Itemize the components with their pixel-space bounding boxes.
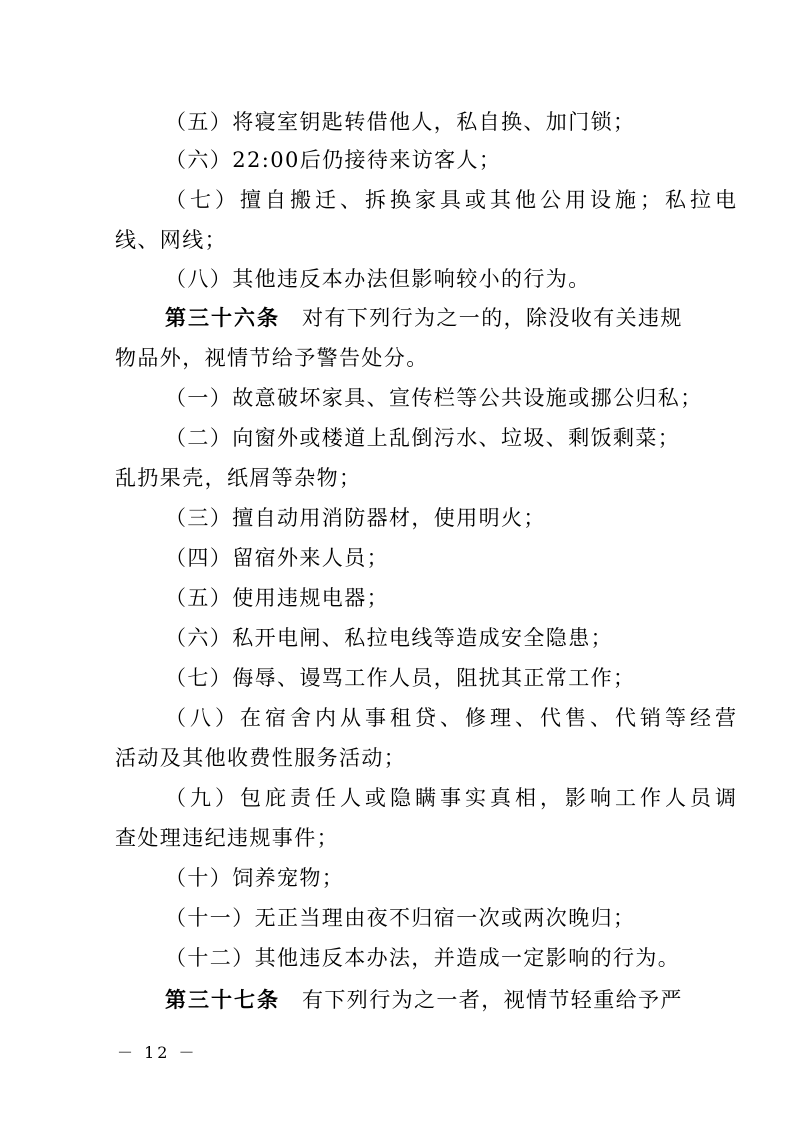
text-line: （一）故意破坏家具、宣传栏等公共设施或挪公归私； [165, 386, 703, 410]
text-line: （十二）其他违反本办法，并造成一定影响的行为。 [165, 946, 681, 970]
text-line: （三）擅自动用消防器材，使用明火； [165, 506, 546, 530]
text-line: （八）在宿舍内从事租贷、修理、代售、代销等经营 [165, 706, 740, 730]
text-line: （九）包庇责任人或隐瞒事实真相，影响工作人员调 [165, 786, 740, 810]
text-line: （二）向窗外或楼道上乱倒污水、垃圾、剩饭剩菜； [165, 426, 681, 450]
article-paragraph-36 [165, 303, 683, 333]
text-line: 乱扔果壳，纸屑等杂物； [115, 466, 362, 490]
text-line: （四）留宿外来人员； [165, 546, 389, 570]
text-line: （十一）无正当理由夜不归宿一次或两次晚归； [165, 906, 636, 930]
text-line: （七）擅自搬迁、拆换家具或其他公用设施；私拉电 [165, 188, 740, 212]
text-line: 活动及其他收费性服务活动； [115, 746, 407, 770]
article-heading-37: 第三十七条 [165, 988, 280, 1012]
text-line: 线、网线； [115, 228, 227, 252]
text-line: （六）私开电闸、私拉电线等造成安全隐患； [165, 626, 613, 650]
text-line: 物品外，视情节给予警告处分。 [115, 346, 429, 370]
text-line: （十）饲养宠物； [165, 866, 345, 890]
text-line: （五）将寝室钥匙转借他人，私自换、加门锁； [165, 110, 636, 134]
text-line: （七）侮辱、谩骂工作人员，阻扰其正常工作； [165, 666, 636, 690]
article-paragraph-37 [165, 985, 683, 1015]
text-line: 有下列行为之一者，视情节轻重给予严 [302, 988, 683, 1012]
article-heading-36: 第三十六条 [165, 306, 280, 330]
text-line: 查处理违纪违规事件； [115, 826, 339, 850]
text-line: （六）22:00后仍接待来访客人； [165, 148, 502, 172]
page-number: － 12 － [117, 1043, 198, 1062]
text-line: （五）使用违规电器； [165, 586, 389, 610]
text-line: 对有下列行为之一的，除没收有关违规 [302, 306, 683, 330]
text-line: （八）其他违反本办法但影响较小的行为。 [165, 267, 591, 291]
